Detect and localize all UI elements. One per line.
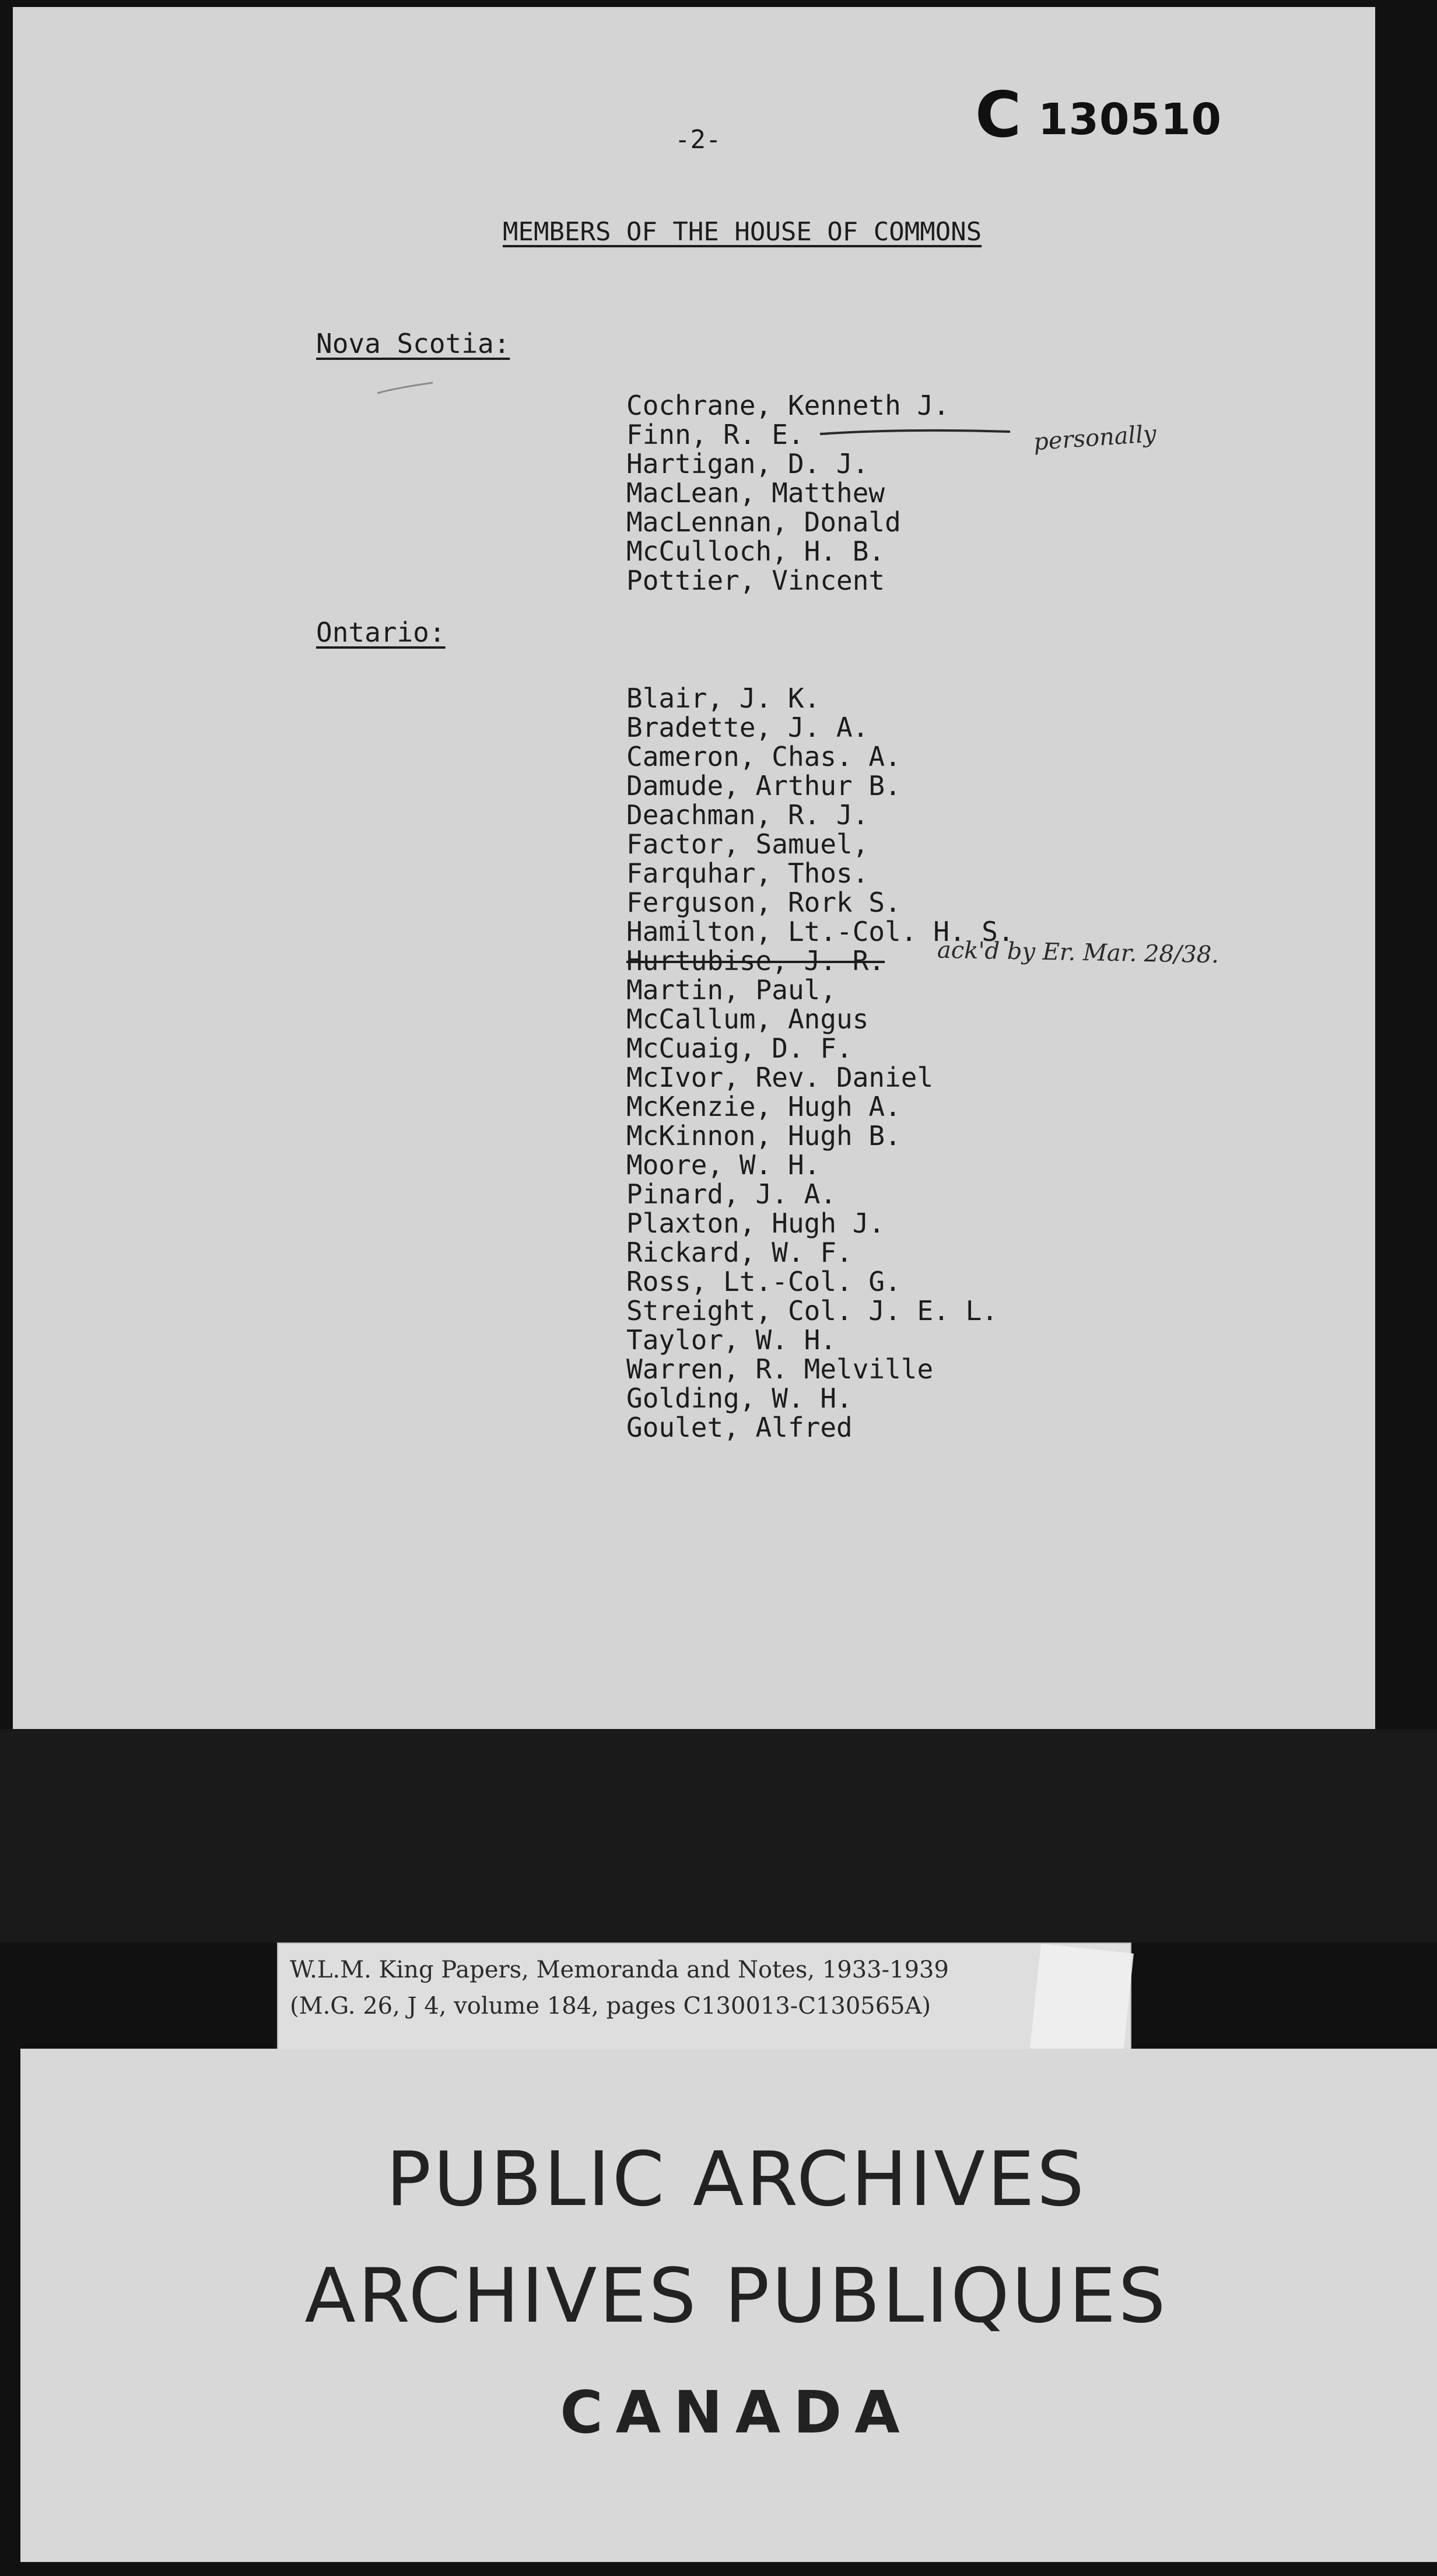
list-item: Plaxton, Hugh J.	[626, 1208, 885, 1239]
page-title: MEMBERS OF THE HOUSE OF COMMONS	[503, 217, 982, 247]
handwritten-line	[818, 426, 1016, 440]
reference-number	[975, 79, 1222, 152]
list-item: Ross, Lt.-Col. G.	[626, 1266, 901, 1297]
handwritten-note-finn: personally	[1032, 420, 1158, 456]
list-item: McCuaig, D. F.	[626, 1032, 853, 1064]
list-item: Taylor, W. H.	[626, 1324, 837, 1356]
archive-stamp-card	[20, 2049, 1437, 2562]
reference-digits: 130510	[1038, 94, 1222, 145]
list-item: Cameron, Chas. A.	[626, 741, 901, 772]
list-item: Hamilton, Lt.-Col. H. S.	[626, 916, 1014, 947]
stamp-line-canada: CANADA	[560, 2378, 913, 2446]
film-background-top	[0, 1729, 1437, 1943]
list-item: Martin, Paul,	[626, 974, 837, 1006]
tape-piece	[1030, 1944, 1134, 2058]
list-item: Pottier, Vincent	[626, 565, 885, 596]
list-item: Cochrane, Kenneth J.	[626, 390, 949, 421]
list-item: Deachman, R. J.	[626, 799, 869, 831]
list-item: McCallum, Angus	[626, 1003, 869, 1035]
pencil-mark	[374, 380, 439, 398]
list-item: Streight, Col. J. E. L.	[626, 1295, 998, 1326]
list-item: Farquhar, Thos.	[626, 858, 869, 889]
document-page	[13, 7, 1375, 1729]
list-item: McKinnon, Hugh B.	[626, 1120, 901, 1152]
list-item: Goulet, Alfred	[626, 1412, 853, 1443]
handwritten-note-hurtubise: ack'd by Er. Mar. 28/38.	[937, 936, 1219, 969]
list-item: McIvor, Rev. Daniel	[626, 1062, 934, 1093]
list-item: Rickard, W. F.	[626, 1237, 853, 1268]
list-item: Warren, R. Melville	[626, 1353, 934, 1385]
nova-scotia-name-list	[626, 391, 949, 595]
list-item: McCulloch, H. B.	[626, 536, 885, 567]
list-item: Finn, R. E.	[626, 419, 804, 450]
list-item: Moore, W. H.	[626, 1149, 821, 1181]
list-item: MacLean, Matthew	[626, 477, 885, 509]
ontario-name-list	[626, 684, 1014, 1442]
reference-prefix: C	[975, 79, 1022, 152]
list-item: MacLennan, Donald	[626, 506, 901, 538]
list-item-struck: Hurtubise, J. R.	[626, 945, 885, 977]
list-item: Blair, J. K.	[626, 682, 821, 714]
list-item: Damude, Arthur B.	[626, 770, 901, 802]
section-heading-ontario: Ontario:	[316, 617, 446, 648]
list-item: Ferguson, Rork S.	[626, 887, 901, 918]
stamp-line-public-archives: PUBLIC ARCHIVES	[386, 2136, 1086, 2223]
archive-label-line-1: W.L.M. King Papers, Memoranda and Notes, 1933-1939	[290, 1957, 949, 1983]
list-item: McKenzie, Hugh A.	[626, 1091, 901, 1122]
section-heading-nova-scotia: Nova Scotia:	[316, 328, 510, 359]
list-item: Bradette, J. A.	[626, 712, 869, 743]
archive-label-line-2: (M.G. 26, J 4, volume 184, pages C130013-C130565A)	[290, 1993, 931, 2020]
list-item: Golding, W. H.	[626, 1382, 853, 1414]
list-item: Hartigan, D. J.	[626, 448, 869, 480]
list-item: Factor, Samuel,	[626, 828, 869, 860]
page-number: -2-	[675, 125, 721, 155]
stamp-line-archives-publiques: ARCHIVES PUBLIQUES	[304, 2253, 1168, 2340]
list-item: Pinard, J. A.	[626, 1178, 837, 1210]
archive-reference-label	[277, 1943, 1131, 2056]
